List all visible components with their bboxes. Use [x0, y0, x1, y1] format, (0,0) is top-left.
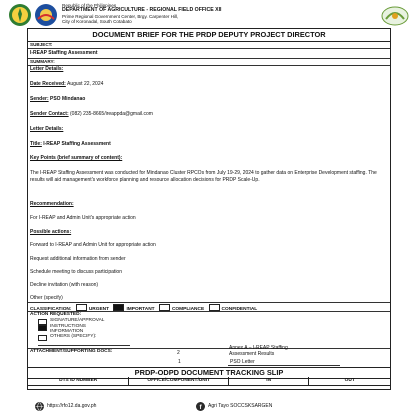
title-value: I-REAP Staffing Assessment: [43, 141, 111, 147]
possible-action-item: Schedule meeting to discuss participation: [30, 269, 122, 275]
da-seal-logo: [8, 3, 32, 27]
compliance-checkbox[interactable]: [159, 304, 170, 311]
classification-row: [28, 302, 390, 312]
important-option: IMPORTANT: [126, 307, 155, 312]
sender-contact-line: [30, 111, 153, 117]
classification-label: CLASSIFICATION:: [30, 307, 72, 312]
sender-label: Sender:: [30, 96, 49, 102]
others-checkbox[interactable]: [38, 335, 47, 341]
date-received-value: August 22, 2024: [66, 81, 104, 87]
attachment-number: 1: [178, 359, 181, 365]
confidential-checkbox[interactable]: [209, 304, 220, 311]
attachment-line: [228, 365, 340, 366]
letter-details-label: Letter Details:: [30, 66, 64, 72]
recommendation-label: Recommendation:: [30, 201, 74, 207]
subject-value: I-REAP Staffing Assessment: [30, 50, 98, 56]
information-option: INFORMATION: [50, 329, 84, 334]
urgent-option: URGENT: [88, 307, 110, 312]
sender-contact-value: (082) 235-8665/ireappda@gmail.com: [70, 111, 153, 117]
col-in: IN: [229, 377, 310, 385]
compliance-option: COMPLIANCE: [171, 307, 205, 312]
globe-icon: [35, 402, 44, 411]
date-received-line: [30, 81, 103, 87]
summary-label: SUMMARY:: [30, 58, 55, 64]
agri-emblem-logo: [380, 5, 410, 27]
signature-approval-option: SIGNATURE/APPROVAL: [50, 318, 105, 323]
possible-action-item: Forward to I-REAP and Admin Unit for appropriate action: [30, 242, 156, 248]
letterhead: [6, 3, 412, 31]
key-points-label: Key Points (brief summary of content):: [30, 155, 123, 161]
possible-action-item: Decline invitation (with reason): [30, 282, 99, 288]
col-office: OFFICE/COMPONENT/UNIT: [129, 377, 228, 385]
others-option: OTHERS (SPECIFY):: [50, 334, 97, 339]
website-link[interactable]: https://rfo12.da.gov.ph: [47, 403, 97, 409]
sender-value: PSO Mindanao: [50, 96, 86, 102]
recommendation-text: For I-REAP and Admin Unit's appropriate action: [30, 215, 136, 221]
possible-action-item: Other (specify): [30, 295, 63, 301]
sender-contact-label: Sender Contact:: [30, 111, 69, 117]
document-brief-form: [27, 28, 391, 390]
urgent-checkbox[interactable]: [76, 304, 87, 311]
facebook-page-link[interactable]: Agri Tayo SOCCSKSARGEN: [208, 403, 273, 409]
svg-text:f: f: [199, 404, 202, 411]
sender-line: [30, 96, 85, 102]
tracking-slip-title: PRDP-ODPD DOCUMENT TRACKING SLIP: [28, 367, 390, 379]
possible-action-item: Request additional information from sender: [30, 256, 126, 262]
instructions-checkbox[interactable]: [38, 325, 47, 331]
summary-label-row: [28, 58, 390, 66]
title-label: Title:: [30, 141, 42, 147]
letter-details-label-2: Letter Details:: [30, 126, 64, 132]
col-dts-id: DTS ID NUMBER: [28, 377, 129, 385]
facebook-icon: [196, 402, 205, 411]
republic-line: Republic of the Philippines: [62, 3, 117, 8]
col-out: OUT: [344, 378, 355, 383]
agency-block: [62, 3, 221, 25]
confidential-option: CONFIDENTIAL: [221, 307, 258, 312]
address-line-2: City of Koronadal, South Cotabato: [62, 19, 132, 25]
action-requested-label: ACTION REQUESTED:: [30, 312, 82, 317]
bagong-pilipinas-logo: [34, 3, 58, 27]
attachments-label: ATTACHMENT/SUPPORTING DOCS:: [30, 349, 113, 354]
department-line: DEPARTMENT OF AGRICULTURE - REGIONAL FIELD OFFICE XII: [62, 7, 222, 14]
instructions-option: INSTRUCTIONS: [50, 324, 86, 329]
others-specify-line: [38, 345, 130, 346]
key-points-text: The I-REAP Staffing Assessment was conducted for Mindanao Cluster RPCOs from July 19-29, 2024 to gather data on Enterprise Development staffing. The results will aid management's workforce planning and resource allocation decisions for PRDP Scale-Up.: [30, 170, 377, 183]
footer: [0, 400, 418, 414]
subject-label: SUBJECT:: [30, 41, 53, 47]
important-checkbox[interactable]: [113, 304, 124, 311]
attachment-number: 2: [177, 350, 180, 356]
tracking-table-header: [28, 377, 390, 386]
form-title: DOCUMENT BRIEF FOR THE PRDP DEPUTY PROJECT DIRECTOR: [28, 29, 390, 42]
title-line: [30, 141, 111, 147]
possible-actions-label: Possible actions:: [30, 229, 72, 235]
attachment-name: PSO Letter: [230, 359, 255, 365]
attachment-name: Annex A – I-REAP Staffing Assessment Results: [229, 345, 288, 357]
date-received-label: Date Received:: [30, 81, 66, 87]
address-line-1: Prime Regional Government Center, Brgy. Carpenter Hill,: [62, 13, 179, 19]
